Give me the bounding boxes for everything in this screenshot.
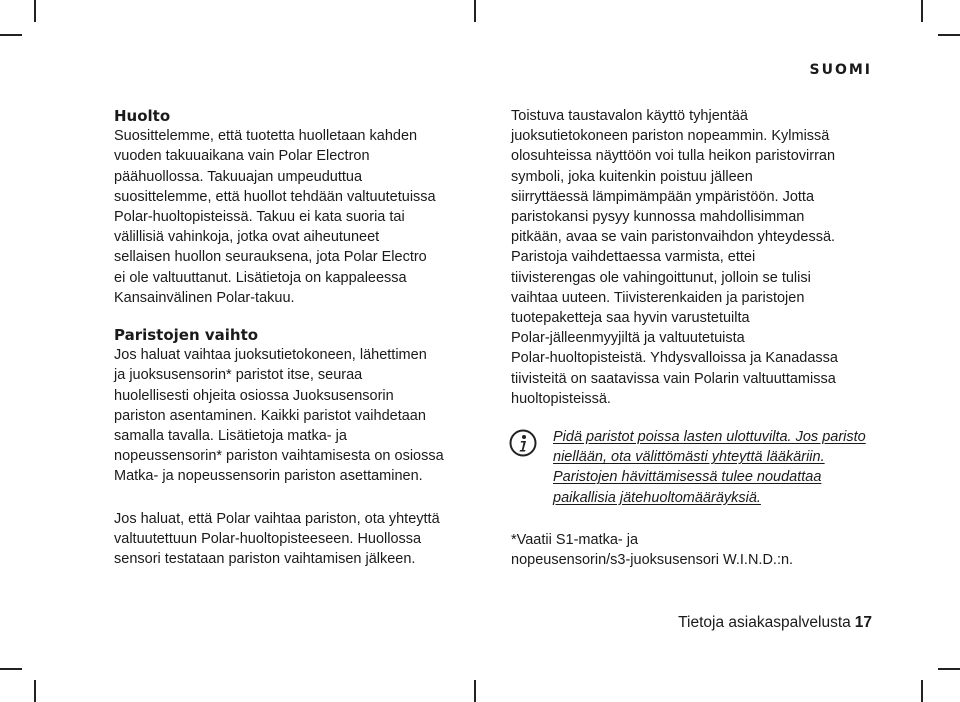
crop-mark-top-center-v (474, 0, 476, 22)
page-footer (678, 614, 872, 632)
crop-mark-top-left-h (0, 34, 22, 36)
right-column (511, 106, 891, 570)
polar-service-paragraph: Jos haluat, että Polar vaihtaa pariston, ota yhteyttä valtuutettuun Polar-huoltopisteeseen. Huollossa sensori testataan pariston vaihtamisen jälkeen. (114, 510, 440, 568)
crop-mark-bottom-right-h (938, 668, 960, 670)
crop-mark-top-right-v (921, 0, 923, 22)
footer-section-label: Tietoja asiakaspalvelusta (678, 614, 851, 631)
left-column (114, 106, 474, 569)
paristo-heading: Paristojen vaihto (114, 326, 259, 345)
info-icon (509, 429, 537, 457)
crop-mark-bottom-center-v (474, 680, 476, 702)
huolto-paragraph: Suosittelemme, että tuotetta huolletaan kahden vuoden takuuaikana vain Polar Electron päähuollossa. Takuuajan umpeuduttua suosittelemme, että huollot tehdään valtuutetuissa Polar-huoltopisteissä. Takuu ei kata suoria tai välillisiä vahinkoja, jotka ovat aiheutuneet sellaisen huollon seurauksena, jota Polar Electro ei ole valtuuttanut. Lisätietoja on kappaleessa Kansainvälinen Polar-takuu. (114, 128, 436, 306)
battery-paragraph: Toistuva taustavalon käyttö tyhjentää juoksutietokoneen pariston nopeammin. Kylmissä olosuhteissa näyttöön voi tulla heikon paristovirran symboli, joka kuitenkin poistuu jälleen siirryttäessä lämpimämpään ympäristöön. Jotta paristokansi pysyy kunnossa mahdollisimman pitkään, avaa se vain paristonvaihdon yhteydessä. Paristoja vaihdettaessa varmista, ettei tiivisterengas ole vahingoittunut, jolloin se tulisi vaihtaa uuteen. Tiivisterenkaiden ja paristojen tuotepaketteja saa hyvin varustetuilta Polar-jälleenmyyjiltä ja valtuutetuista Polar-huoltopisteistä. Yhdysvalloissa ja Kanadassa tiivisteitä on saatavissa vain Polarin valtuuttamissa huoltopisteissä. (511, 108, 838, 407)
crop-mark-top-right-h (938, 34, 960, 36)
crop-mark-bottom-left-h (0, 668, 22, 670)
safety-note-text: Pidä paristot poissa lasten ulottuvilta. Jos paristo niellään, ota välittömästi yhteyttä lääkäriin. Paristojen hävittämisessä tulee noudattaa paikallisia jätehuoltomääräyksiä. (553, 429, 866, 506)
huolto-heading: Huolto (114, 107, 171, 125)
language-label: SUOMI (809, 62, 872, 78)
page-number: 17 (854, 614, 872, 631)
footnote: *Vaatii S1-matka- ja nopeusensorin/s3-juoksusensori W.I.N.D.:n. (511, 531, 794, 569)
safety-note (511, 427, 891, 508)
paristo-paragraph: Jos haluat vaihtaa juoksutietokoneen, lähettimen ja juoksusensorin* paristot itse, seuraa huolellisesti ohjeita osiossa Juoksusensorin pariston asentaminen. Kaikki paristot vaihdetaan samalla tavalla. Lisätietoja matka- ja nopeussensorin* pariston vaihtamisesta on osiossa Matka- ja nopeussensorin pariston asettaminen. (114, 347, 444, 485)
crop-mark-bottom-left-v (34, 680, 36, 702)
crop-mark-bottom-right-v (921, 680, 923, 702)
crop-mark-top-left-v (34, 0, 36, 22)
